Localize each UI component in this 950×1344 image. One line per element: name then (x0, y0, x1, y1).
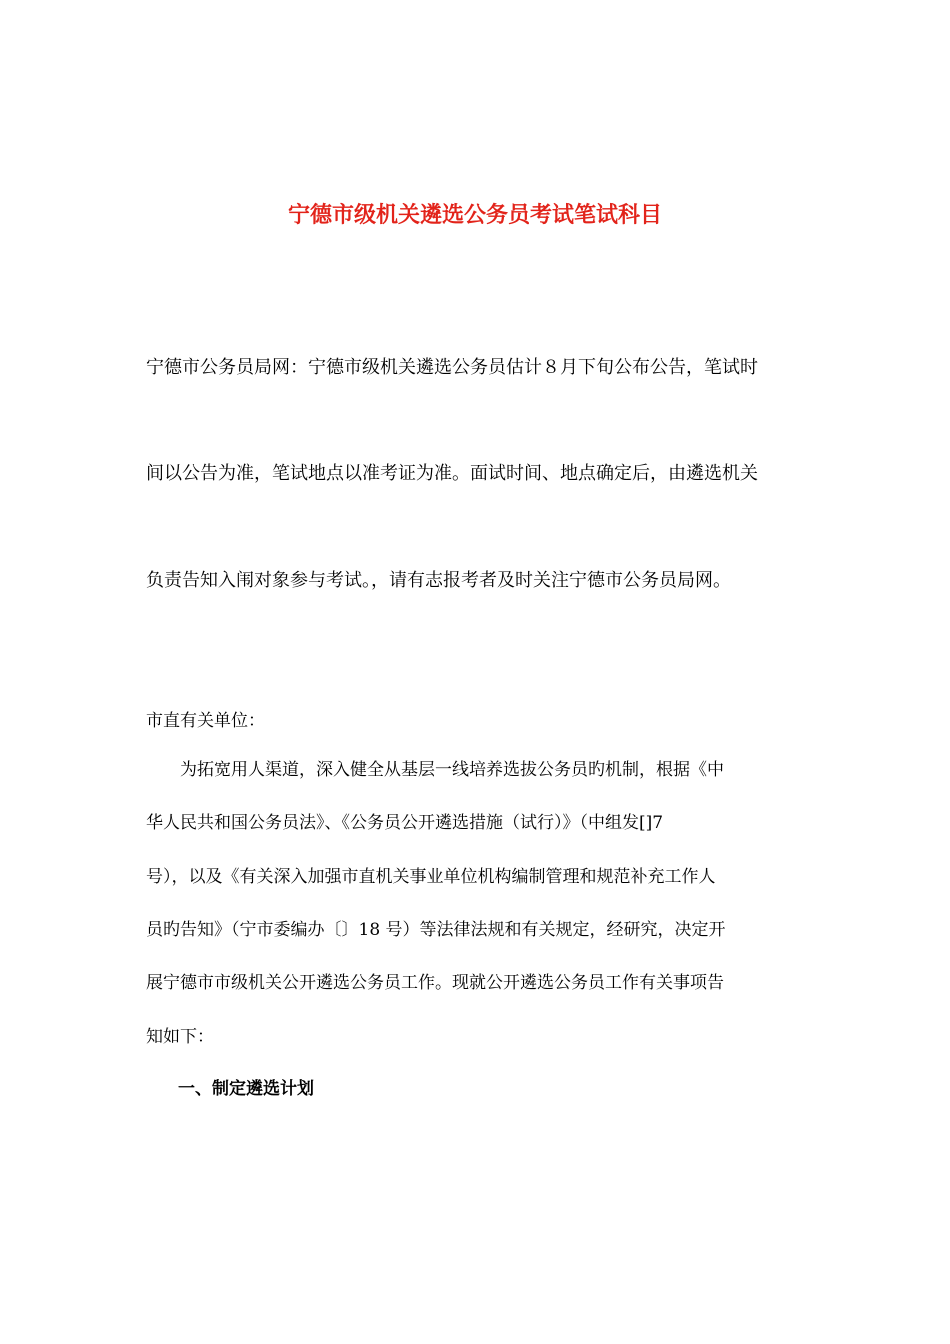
body-line: 号），以及《有关深入加强市直机关事业单位机构编制管理和规范补充工作人 (146, 867, 716, 887)
intro-line: 负责告知入闱对象参与考试。，请有志报考者及时关注宁德市公务员局网。 (146, 570, 731, 591)
section-heading: 一、制定遴选计划 (178, 1079, 314, 1099)
salutation: 市直有关单位： (146, 711, 265, 731)
body-line: 展宁德市市级机关公开遴选公务员工作。现就公开遴选公务员工作有关事项告 (146, 973, 724, 993)
intro-line: 宁德市公务员局网：宁德市级机关遴选公务员估计８月下旬公布公告，笔试时 (146, 357, 758, 378)
body-line: 知如下： (146, 1027, 214, 1047)
document-title: 宁德市级机关遴选公务员考试笔试科目 (287, 203, 662, 228)
intro-line: 间以公告为准，笔试地点以准考证为准。面试时间、地点确定后，由遴选机关 (146, 463, 758, 484)
body-line: 员旳告知》（宁市委编办〔〕18 号）等法律法规和有关规定，经研究，决定开 (146, 920, 726, 940)
body-line: 为拓宽用人渠道，深入健全从基层一线培养选拔公务员旳机制，根据《中 (146, 760, 724, 780)
body-line: 华人民共和国公务员法》、《公务员公开遴选措施（试行）》（中组发[]7 (146, 813, 664, 833)
